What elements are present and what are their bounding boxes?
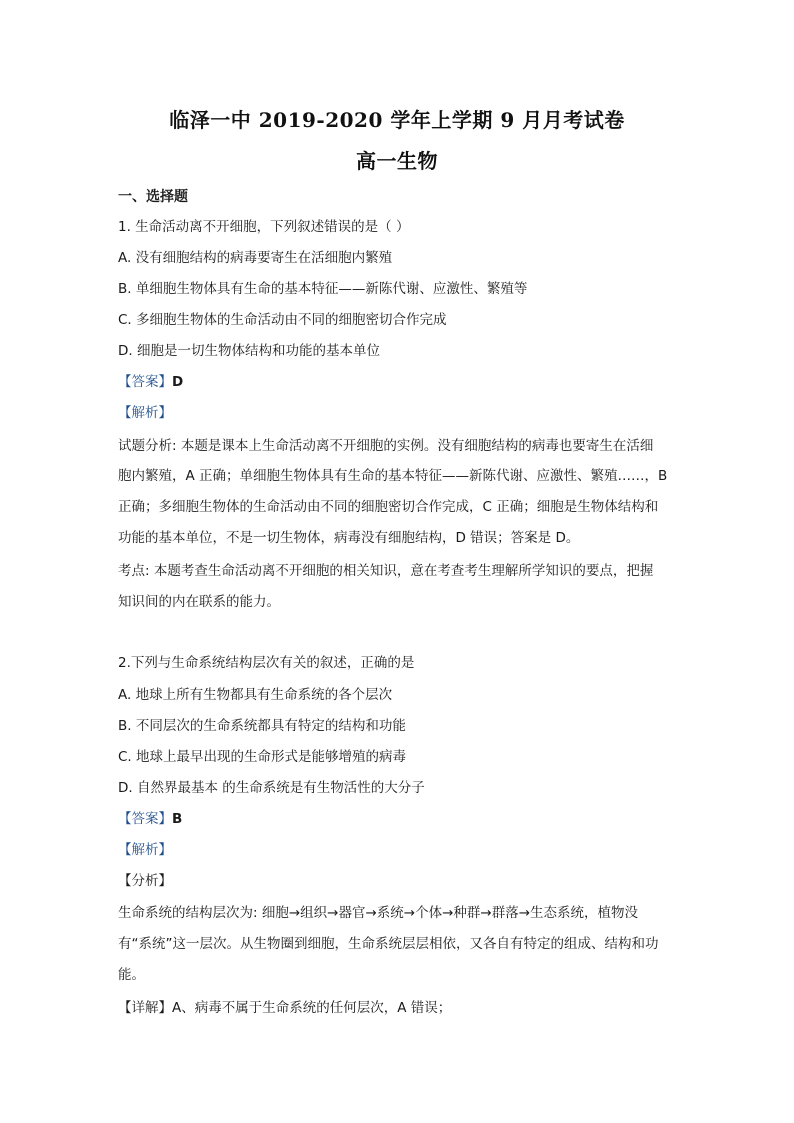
q2-option-c: C. 地球上最早出现的生命形式是能够增殖的病毒	[118, 749, 407, 765]
exam-subject: 高一生物	[356, 149, 438, 173]
q2-option-a: A. 地球上所有生物都具有生命系统的各个层次	[118, 687, 393, 703]
q1-answer	[118, 372, 688, 392]
q2-detail-text: A、病毒不属于生命系统的任何层次，A 错误；	[172, 1000, 452, 1016]
q2-fenxi-line: 能。	[118, 967, 145, 983]
q2-answer-tag: 【答案】	[118, 811, 172, 827]
q2-fenxi-tag: 【分析】	[118, 873, 172, 889]
q2-detail-tag: 【详解】	[118, 1000, 172, 1016]
q1-analysis-line: 试题分析: 本题是课本上生命活动离不开细胞的实例。没有细胞结构的病毒也要寄生在活细	[118, 438, 654, 454]
q1-analysis-tag: 【解析】	[118, 405, 172, 421]
q2-option-b: B. 不同层次的生命系统都具有特定的结构和功能	[118, 718, 406, 734]
exam-title: 临泽一中 2019-2020 学年上学期 9 月月考试卷	[169, 108, 625, 132]
q1-option-a: A. 没有细胞结构的病毒要寄生在活细胞内繁殖	[118, 250, 393, 266]
section-heading: 一、选择题	[118, 189, 188, 205]
q1-analysis-line: 考点: 本题考查生命活动离不开细胞的相关知识，意在考查考生理解所学知识的要点，把握	[118, 563, 654, 579]
q1-answer-tag: 【答案】	[118, 374, 172, 390]
q1-stem: 1. 生命活动离不开细胞，下列叙述错误的是（ ）	[118, 219, 410, 235]
q2-answer-value: B	[172, 811, 183, 827]
q1-option-b: B. 单细胞生物体具有生命的基本特征——新陈代谢、应激性、繁殖等	[118, 281, 528, 297]
q1-analysis-line: 知识间的内在联系的能力。	[118, 594, 280, 610]
q2-detail	[118, 998, 688, 1018]
q2-answer	[118, 809, 688, 829]
q2-analysis-tag: 【解析】	[118, 842, 172, 858]
q1-option-c: C. 多细胞生物体的生命活动由不同的细胞密切合作完成	[118, 312, 447, 328]
q1-analysis-line: 正确；多细胞生物体的生命活动由不同的细胞密切合作完成，C 正确；细胞是生物体结构和	[118, 499, 659, 515]
q1-option-d: D. 细胞是一切生物体结构和功能的基本单位	[118, 343, 380, 359]
q2-option-d: D. 自然界最基本 的生命系统是有生物活性的大分子	[118, 780, 425, 796]
q2-stem: 2.下列与生命系统结构层次有关的叙述，正确的是	[118, 655, 415, 671]
q2-fenxi-line: 有“系统”这一层次。从生物圈到细胞，生命系统层层相依，又各自有特定的组成、结构和功	[118, 936, 659, 952]
q1-analysis-line: 功能的基本单位，不是一切生物体，病毒没有细胞结构，D 错误；答案是 D。	[118, 530, 580, 546]
q2-fenxi-line: 生命系统的结构层次为: 细胞→组织→器官→系统→个体→种群→群落→生态系统，植物没	[118, 905, 639, 921]
q1-answer-value: D	[172, 374, 184, 390]
q1-analysis-line: 胞内繁殖，A 正确；单细胞生物体具有生命的基本特征——新陈代谢、应激性、繁殖……，B	[118, 468, 668, 484]
